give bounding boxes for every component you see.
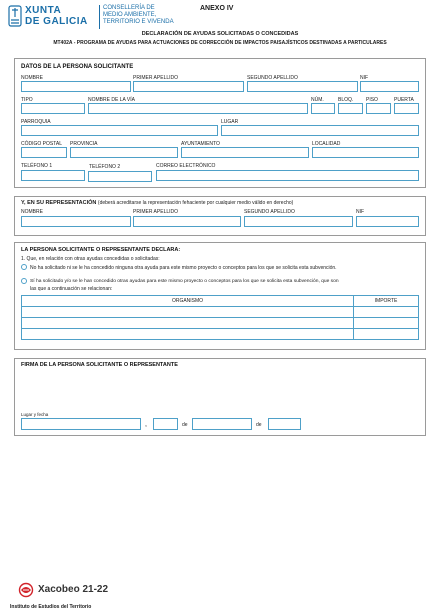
nombre-via-field[interactable] <box>88 103 308 114</box>
localidad-field[interactable] <box>312 147 419 158</box>
localidad-label: LOCALIDAD <box>312 141 341 147</box>
rep-nif-label: NIF <box>356 209 365 215</box>
lugar-label: LUGAR <box>221 119 239 125</box>
rep-primer-apellido-field[interactable] <box>133 216 241 227</box>
importe-cell[interactable] <box>354 318 419 329</box>
importe-cell[interactable] <box>354 329 419 340</box>
month-field[interactable] <box>192 418 252 430</box>
form-title: DECLARACIÓN DE AYUDAS SOLICITADAS O CONCEDIDAS <box>141 31 299 37</box>
lugar-field[interactable] <box>221 125 419 136</box>
tipo-field[interactable] <box>21 103 85 114</box>
de-label-2: de <box>256 422 262 428</box>
aid-table-header <box>22 296 419 307</box>
dept-line-2: MEDIO AMBIENTE, <box>103 12 157 18</box>
form-subtitle: MT402A - PROGRAMA DE AYUDAS PARA ACTUACIONES DE CORRECCIÓN DE IMPACTOS PAISAJÍSTICOS DESTINADAS A PARTICULARES <box>53 40 387 46</box>
ayuntamiento-field[interactable] <box>181 147 309 158</box>
xunta-logo <box>8 5 98 33</box>
nombre-via-label: NOMBRE DE LA VÍA <box>88 97 135 103</box>
table-row <box>22 318 419 329</box>
num-field[interactable] <box>311 103 335 114</box>
declaration-heading: LA PERSONA SOLICITANTE O REPRESENTANTE DECLARA: <box>21 247 181 253</box>
email-label: CORREO ELECTRÓNICO <box>156 163 216 169</box>
parroquia-field[interactable] <box>21 125 218 136</box>
table-row <box>22 307 419 318</box>
bloq-label: BLOQ. <box>338 97 354 103</box>
nombre-field[interactable] <box>21 81 131 92</box>
place-field[interactable] <box>21 418 141 430</box>
rep-nombre-field[interactable] <box>21 216 131 227</box>
parroquia-label: PARROQUIA <box>21 119 51 125</box>
piso-label: PISO <box>366 97 378 103</box>
rep-segundo-apellido-label: SEGUNDO APELLIDO <box>244 209 295 215</box>
email-field[interactable] <box>156 170 419 181</box>
rep-nombre-label: NOMBRE <box>21 209 43 215</box>
xacobeo-logo <box>18 582 118 598</box>
option-1-text: No ha solicitado ni se le ha concedido ninguna otra ayuda para este mismo proyecto o conceptos para los que se solicita esta subvención. <box>30 265 337 271</box>
telefono1-label: TELÉFONO 1 <box>21 163 53 169</box>
footer-institute: Instituto de Estudios del Territorio <box>10 604 92 610</box>
importe-header: IMPORTE <box>354 296 419 307</box>
nombre-label: NOMBRE <box>21 75 43 81</box>
day-field[interactable] <box>153 418 178 430</box>
aid-table <box>21 295 419 340</box>
year-field[interactable] <box>268 418 301 430</box>
comma-separator: , <box>145 421 147 428</box>
provincia-label: PROVINCIA <box>70 141 98 147</box>
bloq-field[interactable] <box>338 103 363 114</box>
de-label-1: de <box>182 422 188 428</box>
importe-cell[interactable] <box>354 307 419 318</box>
logo-line-1: XUNTA <box>25 5 62 16</box>
option-1-radio[interactable] <box>21 264 27 270</box>
rep-segundo-apellido-field[interactable] <box>244 216 353 227</box>
telefono2-label: TELÉFONO 2 <box>89 164 121 170</box>
dept-line-3: TERRITORIO E VIVENDA <box>103 19 174 25</box>
nif-field[interactable] <box>360 81 419 92</box>
provincia-field[interactable] <box>70 147 178 158</box>
organismo-cell[interactable] <box>22 307 354 318</box>
department-name <box>103 5 174 26</box>
table-row <box>22 329 419 340</box>
organismo-cell[interactable] <box>22 318 354 329</box>
ayuntamiento-label: AYUNTAMIENTO <box>181 141 220 147</box>
nif-label: NIF <box>360 75 369 81</box>
puerta-field[interactable] <box>394 103 419 114</box>
place-date-label: Lugar y fecha <box>21 412 49 417</box>
organismo-cell[interactable] <box>22 329 354 340</box>
xacobeo-emblem-icon <box>18 582 34 598</box>
primer-apellido-label: PRIMER APELLIDO <box>133 75 179 81</box>
representative-heading <box>21 200 293 206</box>
header-divider <box>99 5 100 29</box>
applicant-heading: DATOS DE LA PERSONA SOLICITANTE <box>21 64 134 70</box>
option-2-text-line-2: las que a continuación se relacionan: <box>30 286 113 292</box>
annex-label: ANEXO IV <box>200 5 234 12</box>
primer-apellido-field[interactable] <box>133 81 244 92</box>
signature-heading: FIRMA DE LA PERSONA SOLICITANTE O REPRESENTANTE <box>21 362 178 368</box>
dept-line-1: CONSELLERÍA DE <box>103 5 155 11</box>
codigo-postal-field[interactable] <box>21 147 67 158</box>
representative-title: Y, EN SU REPRESENTACIÓN <box>21 200 97 206</box>
representative-note: (deberá acreditarse la representación fehaciente por cualquier medio válido en derecho) <box>97 200 294 206</box>
rep-nif-field[interactable] <box>356 216 419 227</box>
organismo-header: ORGANISMO <box>22 296 354 307</box>
puerta-label: PUERTA <box>394 97 414 103</box>
telefono2-field[interactable] <box>88 171 152 182</box>
segundo-apellido-label: SEGUNDO APELLIDO <box>247 75 298 81</box>
logo-line-2: DE GALICIA <box>25 16 88 27</box>
piso-field[interactable] <box>366 103 391 114</box>
declaration-item-1: 1. Que, en relación con otras ayudas concedidas o solicitadas: <box>21 256 160 262</box>
tipo-label: TIPO <box>21 97 33 103</box>
segundo-apellido-field[interactable] <box>247 81 358 92</box>
option-2-radio[interactable] <box>21 278 27 284</box>
xunta-emblem-icon <box>8 5 22 27</box>
option-2-text-line-1: Sí ha solicitado y/o se le han concedido otras ayudas para este mismo proyecto o conceptos para los que se solicita esta subvención, que son <box>30 279 339 284</box>
telefono1-field[interactable] <box>21 170 85 181</box>
rep-primer-apellido-label: PRIMER APELLIDO <box>133 209 179 215</box>
codigo-postal-label: CÓDIGO POSTAL <box>21 141 63 147</box>
num-label: NÚM. <box>311 97 324 103</box>
xacobeo-brand: Xacobeo 21-22 <box>38 584 109 595</box>
